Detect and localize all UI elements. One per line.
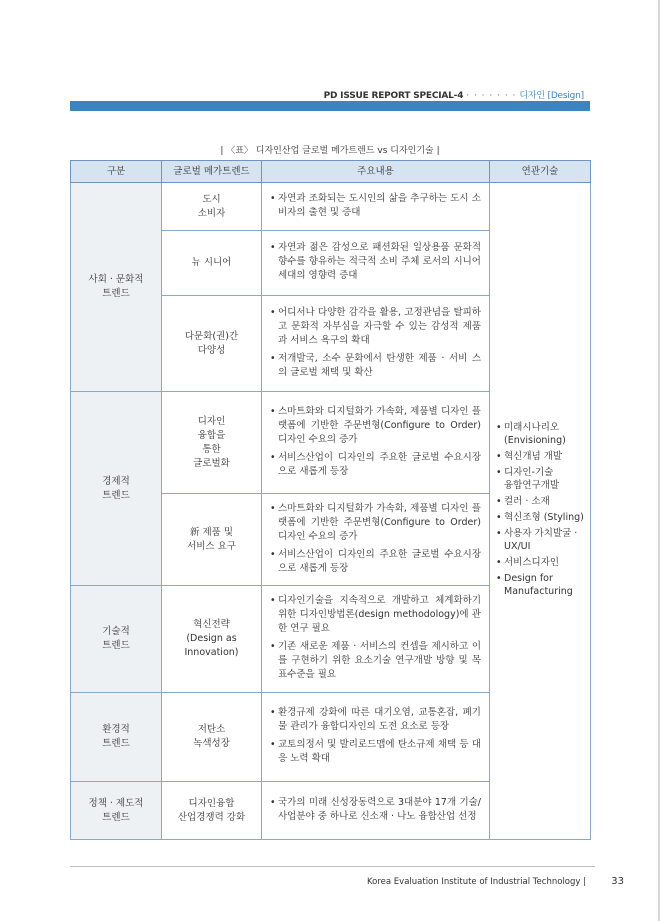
trend-cell: 도시 소비자 (162, 183, 262, 231)
content-cell (262, 231, 490, 296)
report-name: PD ISSUE REPORT SPECIAL-4 (323, 91, 464, 101)
section-name: 디자인 [Design] (519, 91, 584, 101)
trend-cell: 혁신전략 (Design as Innovation) (162, 586, 262, 693)
header-bar (70, 101, 590, 111)
header-dots: · · · · · · · (466, 91, 517, 101)
col-header-category: 구분 (71, 161, 162, 183)
trend-cell: 다문화(권)간 다양성 (162, 296, 262, 392)
content-item: • 환경규제 강화에 따른 대기오염, 교통혼잡, 폐기물 관리가 융합디자인의 도전 요소로 등장 (270, 707, 481, 732)
col-header-megatrend: 글로벌 메가트렌드 (162, 161, 262, 183)
related-item: • 혁신개념 개발 (496, 451, 563, 462)
related-item: • Design for Manufacturing (496, 573, 573, 597)
table-caption: | 〈표〉 디자인산업 글로벌 메가트렌드 vs 디자인기술 | (220, 146, 440, 156)
category-cell: 환경적 트렌드 (71, 693, 162, 782)
content-cell (262, 782, 490, 840)
content-cell (262, 586, 490, 693)
content-item: • 자연과 젊은 감성으로 패션화된 일상용품 문화적 향수를 향유하는 적극적 소비 주체 로서의 시니어 세대의 영향력 증대 (270, 242, 481, 281)
content-item: • 서비스산업이 디자인의 주요한 글로벌 수요시장으로 새롭게 등장 (270, 451, 481, 477)
footer-divider (70, 866, 595, 867)
content-item: • 기존 새로운 제품 · 서비스의 컨셉을 제시하고 이를 구현하기 위한 요소기술 연구개발 방향 및 목표수준을 필요 (270, 641, 481, 680)
content-item: • 교토의정서 및 발리로드맵에 탄소규제 채택 등 대응 노력 확대 (270, 739, 481, 764)
category-cell: 경제적 트렌드 (71, 392, 162, 586)
content-item: • 스마트화와 디지털화가 가속화, 제품별 디자인 플랫폼에 기반한 주문변형(Configure to Order) 디자인 수요의 증가 (270, 502, 481, 542)
related-item: • 디자인-기술 융합연구개발 (496, 467, 560, 491)
content-cell (262, 296, 490, 392)
header-row (71, 161, 591, 183)
trend-cell: 디자인융합 산업경쟁력 강화 (162, 782, 262, 840)
content-cell (262, 392, 490, 494)
trend-cell: 디자인 융합을 통한 글로벌화 (162, 392, 262, 494)
content-item: • 국가의 미래 신성장동력으로 3대분야 17개 기술/ 사업분야 중 하나로 신소재 · 나노 융합산업 선정 (270, 796, 481, 822)
category-cell: 기술적 트렌드 (71, 586, 162, 693)
related-item: • 미래시나리오 (Envisioning) (496, 422, 566, 446)
content-item: • 디자인기술을 지속적으로 개발하고 체계화하기 위한 디자인방법론(design methodology)에 관한 연구 필요 (270, 595, 481, 634)
footer-institute: Korea Evaluation Institute of Industrial Technology | (367, 877, 586, 887)
col-header-related: 연관기술 (490, 161, 591, 183)
content-cell (262, 693, 490, 782)
category-cell: 정책 · 제도적 트렌드 (71, 782, 162, 840)
related-item: • 컬러 · 소재 (496, 496, 550, 507)
related-item: • 사용자 가치발굴 · UX/UI (496, 528, 578, 552)
trend-cell: 뉴 시니어 (162, 231, 262, 296)
content-item: • 서비스산업이 디자인의 주요한 글로벌 수요시장으로 새롭게 등장 (270, 548, 481, 574)
trend-cell: 저탄소 녹색성장 (162, 693, 262, 782)
related-tech-cell (490, 183, 591, 840)
megatrend-table (70, 160, 591, 840)
related-item: • 서비스디자인 (496, 557, 560, 568)
content-item: • 자연과 조화되는 도시인의 삶을 추구하는 도시 소비자의 출현 및 증대 (270, 192, 481, 218)
trend-cell: 新 제품 및 서비스 요구 (162, 494, 262, 586)
content-item: • 스마트화와 디지털화가 가속화, 제품별 디자인 플랫폼에 기반한 주문변형(Configure to Order) 디자인 수요의 증가 (270, 405, 481, 445)
table-row (71, 183, 591, 231)
content-cell (262, 183, 490, 231)
page-number: 33 (611, 876, 624, 887)
header-title (324, 88, 584, 101)
content-cell (262, 494, 490, 586)
content-item: • 저개발국, 소수 문화에서 탄생한 제품 · 서비 스 의 글로벌 채택 및 확산 (270, 352, 481, 378)
content-item: • 어디서나 다양한 감각을 활용, 고정관념을 탈피하고 문화적 자부심을 자극할 수 있는 감성적 제품과 서비스 욕구의 확대 (270, 306, 481, 346)
related-item: • 혁신조형 (Styling) (496, 512, 584, 523)
col-header-content: 주요내용 (262, 161, 490, 183)
category-cell: 사회 · 문화적 트렌드 (71, 183, 162, 392)
